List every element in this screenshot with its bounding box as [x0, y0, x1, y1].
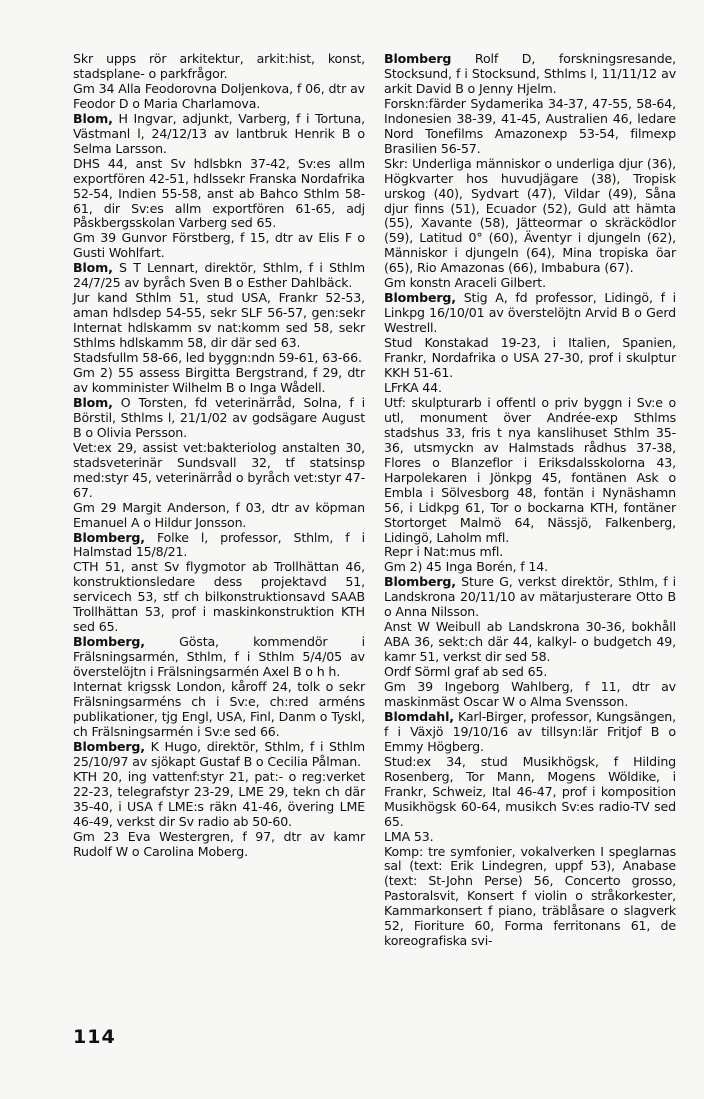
entry-text: Gösta, kommendör i Frälsningsarmén, Sthlm, f i Sthlm 5/4/05 av överstelöjtn i Frälsningsarmén Axel B o h h. — [73, 634, 365, 680]
entry-paragraph — [384, 97, 676, 157]
entry-surname: Blom, — [73, 260, 113, 276]
entry-surname: Blomberg, — [73, 738, 145, 754]
entry-paragraph — [384, 157, 676, 277]
entry-header-paragraph — [73, 531, 365, 561]
entry-text: Stig A, fd professor, Lidingö, f i Linkpg 16/10/01 av överstelöjtn Arvid B o Gerd Westrell. — [384, 290, 676, 336]
entry-text: Stud Konstakad 19-23, i Italien, Spanien, Frankr, Nordafrika o USA 27-30, prof i skulptur KKH 51-61. — [384, 335, 676, 381]
entry-text: Komp: tre symfonier, vokalverken I speglarnas sal (text: Erik Lindegren, uppf 53), Anabase (text: St-John Perse) 56, Concerto grosso, Pastoralsvit, Konsert f violin o stråkorkester, Kammarkonsert f piano, träblåsare o slagverk 52, Fioriture 60, Forma ferritonans 61, de koreografiska svi- — [384, 843, 676, 949]
entry-header-paragraph — [384, 575, 676, 620]
entry-surname: Blom, — [73, 394, 113, 410]
entry-text: Vet:ex 29, assist vet:bakteriolog anstalten 30, stadsveterinär Sundsvall 32, tf statsinsp med:styr 45, veterinärråd o byråch vet:styr 47-67. — [73, 439, 365, 500]
entry-text: DHS 44, anst Sv hdlsbkn 37-42, Sv:es allm exportfören 42-51, hdlssekr Franska Nordafrika 52-54, Indien 55-58, anst ab Bahco Sthlm 58-61, dir Sv:es allm exportfören 61-65, adj Påskbergsskolan Varberg sed 65. — [73, 155, 365, 231]
entry-text: Rolf D, forskningsresande, Stocksund, f i Stocksund, Sthlms l, 11/11/12 av arkit David B o Jenny Hjelm. — [384, 51, 676, 96]
entry-text: Gm 34 Alla Feodorovna Doljenkova, f 06, dtr av Feodor D o Maria Charlamova. — [73, 80, 365, 111]
entry-paragraph — [384, 381, 676, 396]
entry-text: Forskn:färder Sydamerika 34-37, 47-55, 58-64, Indonesien 38-39, 41-45, Australien 46, ledare Nord Tonefilms Amazonexp 53-54, filmexp Brasilien 56-57. — [384, 95, 676, 156]
entry-text: Gm 2) 55 assess Birgitta Bergstrand, f 29, dtr av komminister Wilhelm B o Inga Wådell. — [73, 365, 365, 395]
entry-text: Gm 2) 45 Inga Borén, f 14. — [384, 559, 548, 575]
entry-paragraph — [384, 665, 676, 680]
entry-paragraph — [384, 560, 676, 575]
entry-text: Gm 39 Ingeborg Wahlberg, f 11, dtr av maskinmäst Oscar W o Alma Svensson. — [384, 679, 676, 709]
entry-surname: Blomberg, — [384, 574, 456, 590]
entry-text: Anst W Weibull ab Landskrona 30-36, bokhåll ABA 36, sekt:ch där 44, kalkyl- o budgetch 49, kamr 51, verkst dir sed 58. — [384, 619, 676, 665]
left-column — [73, 52, 365, 859]
entry-text: Stadsfullm 58-66, led byggn:ndn 59-61, 63-66. — [73, 350, 362, 366]
entry-header-paragraph — [384, 710, 676, 755]
right-column — [384, 52, 676, 949]
entry-text: Ordf Sörml graf ab sed 65. — [384, 664, 548, 680]
entry-paragraph — [73, 52, 365, 82]
entry-paragraph — [73, 82, 365, 112]
entry-surname: Blomberg — [384, 51, 452, 66]
entry-paragraph — [73, 830, 365, 860]
entry-text: Skr: Underliga människor o underliga djur (36), Högkvarter hos huvudjägare (38), Tropisk urskog (40), Sydvart (47), Vildar (49), Såna djur finns (51), Ecuador (52), Guld att hämta (55), Xavante (58), Jätteormar o skräcködlor (59), Latitud 0° (60), Äventyr i djungeln (62), Människor i djungeln (64), Mina tropiska öar (65), Rio Amazonas (66), Imbabura (67). — [384, 155, 676, 276]
entry-text: S T Lennart, direktör, Sthlm, f i Sthlm 24/7/25 av byråch Sven B o Esther Dahlbäck. — [73, 260, 365, 291]
entry-paragraph — [384, 845, 676, 950]
entry-surname: Blomberg, — [384, 290, 456, 306]
entry-paragraph — [73, 560, 365, 635]
page-number: 114 — [73, 1026, 116, 1048]
entry-text: Karl-Birger, professor, Kungsängen, f i Växjö 19/10/16 av tillsyn:lär Fritjof B o Emmy Högberg. — [384, 708, 676, 754]
entry-text: Gm konstn Araceli Gilbert. — [384, 275, 546, 291]
entry-text: Folke l, professor, Sthlm, f i Halmstad 15/8/21. — [73, 529, 365, 560]
entry-paragraph — [73, 231, 365, 261]
entry-surname: Blomberg, — [73, 634, 145, 650]
entry-paragraph — [73, 157, 365, 232]
entry-paragraph — [384, 620, 676, 665]
entry-text: KTH 20, ing vattenf:styr 21, pat:- o reg:verket 22-23, telegrafstyr 23-29, LME 29, tekn ch där 35-40, i USA f LME:s räkn 41-46, övering LME 46-49, verkst dir Sv radio ab 50-60. — [73, 768, 365, 829]
entry-header-paragraph — [384, 291, 676, 336]
entry-text: Gm 29 Margit Anderson, f 03, dtr av köpman Emanuel A o Hildur Jonsson. — [73, 499, 365, 530]
entry-text: K Hugo, direktör, Sthlm, f i Sthlm 25/10/97 av sjökapt Gustaf B o Cecilia Pålman. — [73, 738, 365, 769]
entry-text: Repr i Nat:mus mfl. — [384, 544, 504, 560]
entry-text: Internat krigssk London, kåroff 24, tolk o sekr Frälsningsarméns ch i Sv:e, ch:red arméns publikationer, tjg Engl, USA, Finl, Danm o Tyskl, ch Frälsningsarmén i Sv:e sed 66. — [73, 679, 365, 739]
entry-header-paragraph — [384, 52, 676, 97]
entry-paragraph — [73, 441, 365, 501]
entry-paragraph — [384, 396, 676, 546]
entry-header-paragraph — [73, 396, 365, 441]
entry-text: Gm 39 Gunvor Förstberg, f 15, dtr av Elis F o Gusti Wohlfart. — [73, 230, 365, 261]
entry-text: Skr upps rör arkitektur, arkit:hist, konst, stadsplane- o parkfrågor. — [73, 51, 365, 81]
entry-text: LFrKA 44. — [384, 379, 442, 395]
entry-text: LMA 53. — [384, 828, 434, 844]
entry-paragraph — [73, 680, 365, 740]
entry-paragraph — [384, 680, 676, 710]
entry-header-paragraph — [73, 112, 365, 157]
entry-header-paragraph — [73, 635, 365, 680]
entry-text: Utf: skulpturarb i offentl o priv byggn i Sv:e o utl, monument över Andrée-exp Sthlms stadshus 33, fris t nya kanslihuset Sthlm 35-36, utsmyckn av Halmstads rådhus 37-38, Flores o Blanzeflor i Eriksdalsskolorna 43, Harpolekaren i Jönkpg 45, fontänen Ask o Embla i Sölvesborg 48, fontän i Nynäshamn 56, i Lidkpg 61, Tor o bockarna KTH, fontäner Stortorget Malmö 64, Nässjö, Falkenberg, Lidingö, Laholm mfl. — [384, 394, 676, 545]
entry-text: O Torsten, fd veterinärråd, Solna, f i Börstil, Sthlms l, 21/1/02 av godsägare August B o Olivia Persson. — [73, 394, 365, 440]
entry-paragraph — [73, 351, 365, 366]
entry-surname: Blom, — [73, 110, 113, 126]
entry-paragraph — [73, 366, 365, 396]
entry-paragraph — [384, 545, 676, 560]
entry-header-paragraph — [73, 740, 365, 770]
entry-surname: Blomdahl, — [384, 708, 454, 724]
entry-text: Sture G, verkst direktör, Sthlm, f i Landskrona 20/11/10 av mätarjusterare Otto B o Anna Nilsson. — [384, 574, 676, 620]
entry-text: H Ingvar, adjunkt, Varberg, f i Tortuna, Västmanl l, 24/12/13 av lantbruk Henrik B o Selma Larsson. — [73, 110, 365, 156]
entry-text: Stud:ex 34, stud Musikhögsk, f Hilding Rosenberg, Tor Mann, Mogens Wöldike, i Frankr, Schweiz, Ital 46-47, prof i komposition Musikhögsk 60-64, musikch Sv:es radio-TV sed 65. — [384, 753, 676, 829]
entry-text: Jur kand Sthlm 51, stud USA, Frankr 52-53, aman hdlsdep 54-55, sekr SLF 56-57, gen:sekr Internat hdlskamm sv nat:komm sed 58, sekr Sthlms hdlskamm 58, dir där sed 63. — [73, 290, 365, 351]
entry-paragraph — [73, 770, 365, 830]
entry-text: CTH 51, anst Sv flygmotor ab Trollhättan 46, konstruktionsledare dess projektavd 51, servicech 53, stf ch bilkonstruktionsavd SAAB Trollhättan 53, prof i maskinkonstruktion KTH sed 65. — [73, 559, 365, 635]
entry-paragraph — [384, 830, 676, 845]
entry-surname: Blomberg, — [73, 529, 145, 545]
entry-paragraph — [73, 501, 365, 531]
entry-paragraph — [73, 291, 365, 351]
entry-paragraph — [384, 336, 676, 381]
entry-text: Gm 23 Eva Westergren, f 97, dtr av kamr Rudolf W o Carolina Moberg. — [73, 828, 365, 859]
entry-paragraph — [384, 755, 676, 830]
entry-paragraph — [384, 276, 676, 291]
entry-header-paragraph — [73, 261, 365, 291]
